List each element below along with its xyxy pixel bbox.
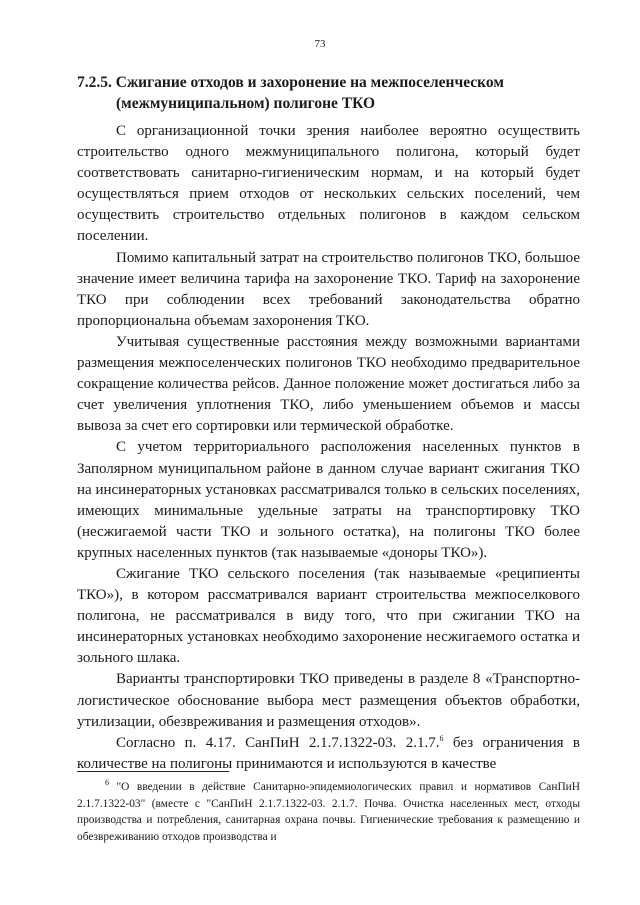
paragraph-7 <box>77 733 580 775</box>
footnote-separator <box>77 771 229 772</box>
paragraph-6: Варианты транспортировки ТКО приведены в разделе 8 «Транспортно-логистическое обоснование выбора мест размещения объектов обработки, утилизации, обезвреживания и размещения отходов». <box>77 671 580 730</box>
paragraph-4: С учетом территориального расположения населенных пунктов в Заполярном муниципальном районе в данном случае вариант сжигания ТКО на инсинераторных установках рассматривался только в сельских поселениях, имеющих минимальные удельные затраты на транспортировку ТКО (несжигаемой части ТКО и зольного остатка), на полигоны ТКО более крупных населенных пунктов (так называемые «доноры ТКО»). <box>77 439 580 561</box>
footnote-text: "О введении в действие Санитарно-эпидемиологических правил и нормативов СанПиН 2.1.7.1322-03" (вместе с "СанПиН 2.1.7.1322-03. 2.1.7. Почва. Очистка населенных мест, отходы производства и потребления, санитарная охрана почвы. Гигиенические требования к размещению и обезвреживанию отходов производства и <box>77 781 580 843</box>
footnote <box>77 779 580 845</box>
paragraph-7-text-start: Согласно п. 4.17. СанПиН 2.1.7.1322-03. 2.1.7. <box>116 734 440 751</box>
document-body <box>77 72 580 775</box>
page-number: 73 <box>314 38 326 50</box>
paragraph-3: Учитывая существенные расстояния между возможными вариантами размещения межпоселенческих полигонов ТКО необходимо предварительное сокращение количества рейсов. Данное положение может достигаться либо за счет увеличения уплотнения ТКО, либо уменьшением объемов и массы вывоза за счет его сортировки или термической обработке. <box>77 333 580 435</box>
section-heading: 7.2.5. Сжигание отходов и захоронение на межпоселенческом (межмуниципальном) полигоне ТКО <box>77 74 504 112</box>
paragraph-7-text-end: без ограничения в количестве на полигоны принимаются и используются в качестве <box>77 734 580 772</box>
paragraph-5: Сжигание ТКО сельского поселения (так называемые «реципиенты ТКО»), в котором рассматривался вариант строительства межпоселкового полигона, не рассматривался в виду того, что при сжигании ТКО на инсинераторных установках необходимо захоронение несжигаемого остатка и зольного шлака. <box>77 565 580 667</box>
paragraph-1: С организационной точки зрения наиболее вероятно осуществить строительство одного межмуниципального полигона, который будет соответствовать санитарно-гигиеническим нормам, и на который будет осуществляться прием отходов от нескольких сельских поселений, чем осуществить строительство отдельных полигонов в каждом сельском поселении. <box>77 123 580 245</box>
footnote-reference: 6 <box>439 733 444 743</box>
footnote-mark: 6 <box>105 778 109 788</box>
paragraph-2: Помимо капитальный затрат на строительство полигонов ТКО, большое значение имеет величина тарифа на захоронение ТКО. Тариф на захоронение ТКО при соблюдении всех требований законодательства обратно пропорциональна объемам захоронения ТКО. <box>77 249 580 329</box>
